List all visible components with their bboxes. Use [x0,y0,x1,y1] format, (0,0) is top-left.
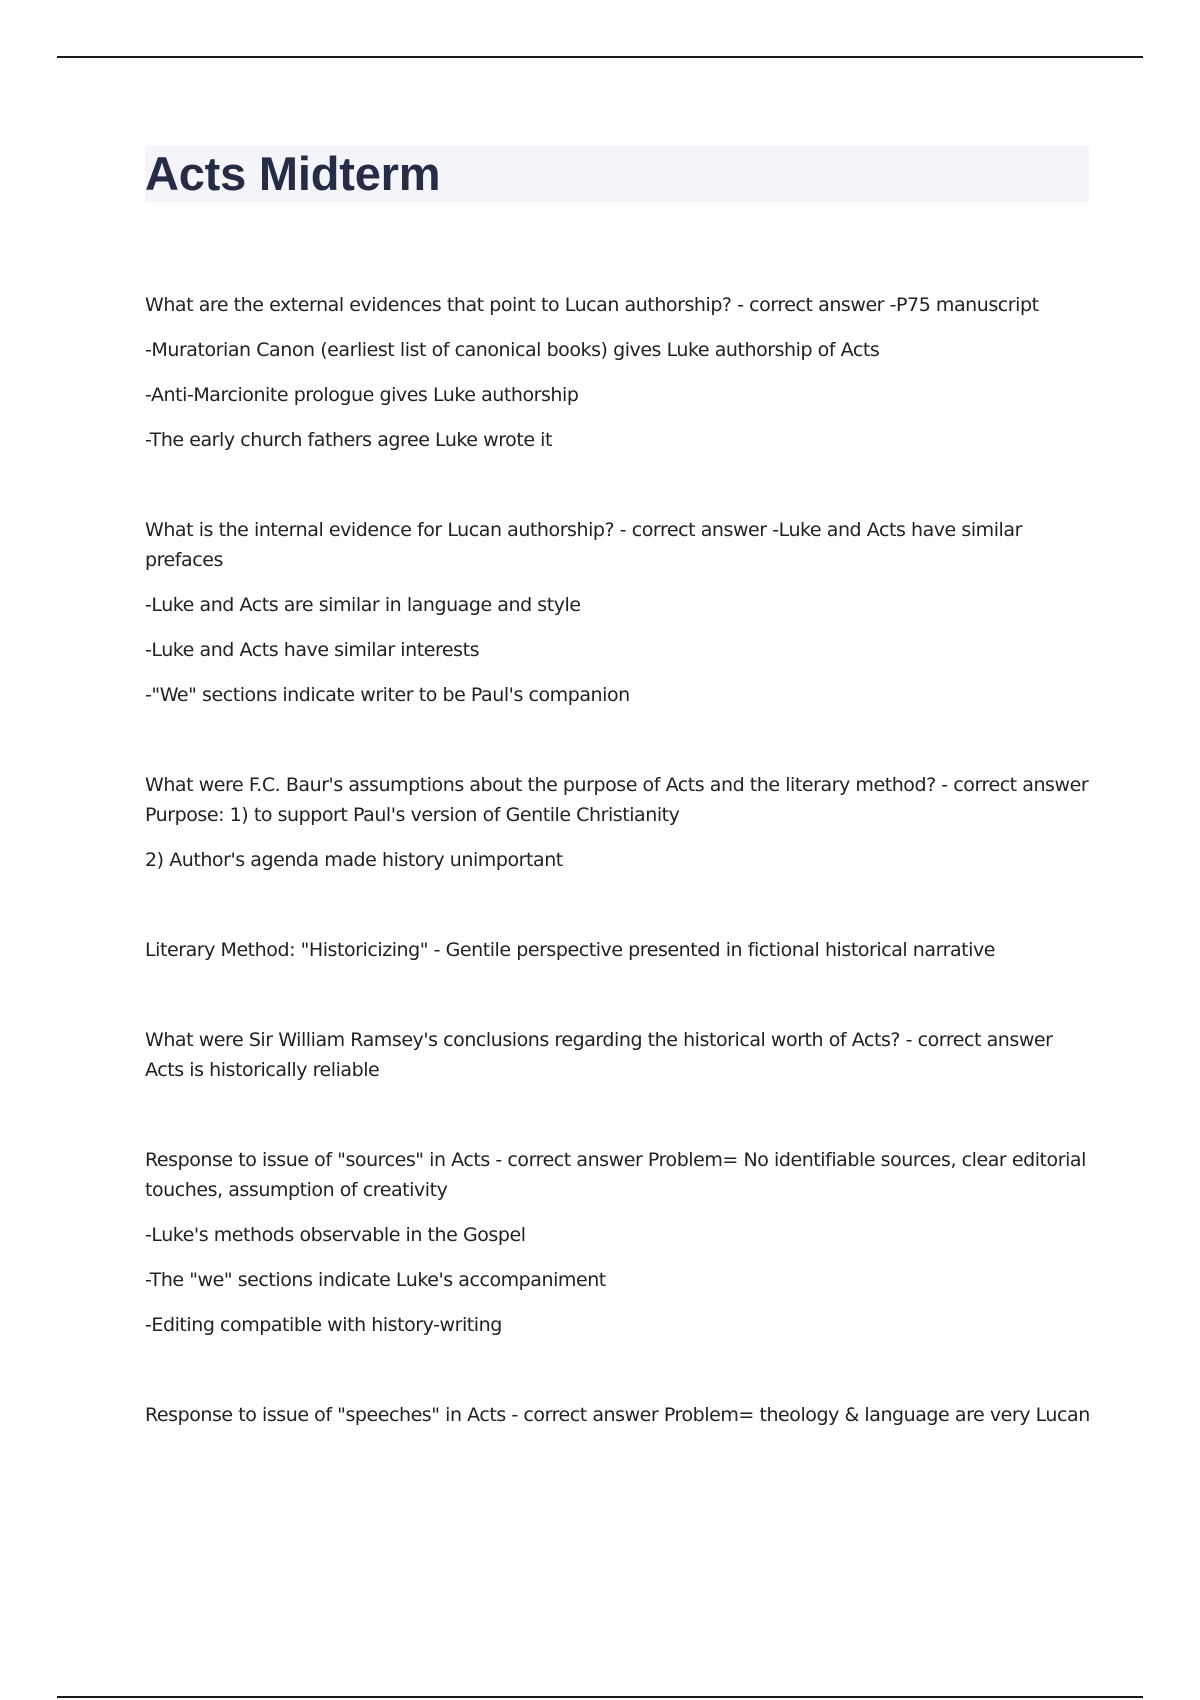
answer-line: -Muratorian Canon (earliest list of canonical books) gives Luke authorship of Acts [145,339,880,361]
page-title: Acts Midterm [145,147,441,200]
question-line: Response to issue of "speeches" in Acts - correct answer Problem= theology & language are very Lucan [145,1404,1090,1426]
qa-item-internal-evidence [145,515,1095,710]
qa-item-ramsey-conclusions [145,1025,1095,1085]
answer-line: -Luke and Acts have similar interests [145,639,480,661]
qa-item-external-evidence [145,290,1095,455]
answer-line: -The early church fathers agree Luke wrote it [145,429,552,451]
top-divider [57,56,1143,58]
question-line: Response to issue of "sources" in Acts - correct answer Problem= No identifiable sources, clear editorial touches, assumption of creativity [145,1149,1086,1201]
answer-line: -The "we" sections indicate Luke's accompaniment [145,1269,606,1291]
answer-line: -Luke's methods observable in the Gospel [145,1224,526,1246]
answer-line: -Editing compatible with history-writing [145,1314,502,1336]
answer-line: 2) Author's agenda made history unimportant [145,849,563,871]
qa-item-speeches [145,1400,1095,1430]
qa-item-baur-assumptions [145,770,1095,875]
answer-line: -"We" sections indicate writer to be Paul's companion [145,684,630,706]
answer-line: -Luke and Acts are similar in language and style [145,594,581,616]
answer-line: -Anti-Marcionite prologue gives Luke authorship [145,384,579,406]
question-line: What are the external evidences that point to Lucan authorship? - correct answer -P75 manuscript [145,294,1039,316]
bottom-divider [57,1696,1143,1698]
document-body [145,290,1095,1490]
question-line: What were Sir William Ramsey's conclusions regarding the historical worth of Acts? - correct answer Acts is historically reliable [145,1029,1053,1081]
qa-item-literary-method [145,935,1095,965]
answer-line: Literary Method: "Historicizing" - Gentile perspective presented in fictional historical narrative [145,939,996,961]
qa-item-sources [145,1145,1095,1340]
question-line: What is the internal evidence for Lucan authorship? - correct answer -Luke and Acts have similar prefaces [145,519,1022,571]
question-line: What were F.C. Baur's assumptions about the purpose of Acts and the literary method? - correct answer Purpose: 1) to support Paul's version of Gentile Christianity [145,774,1089,826]
